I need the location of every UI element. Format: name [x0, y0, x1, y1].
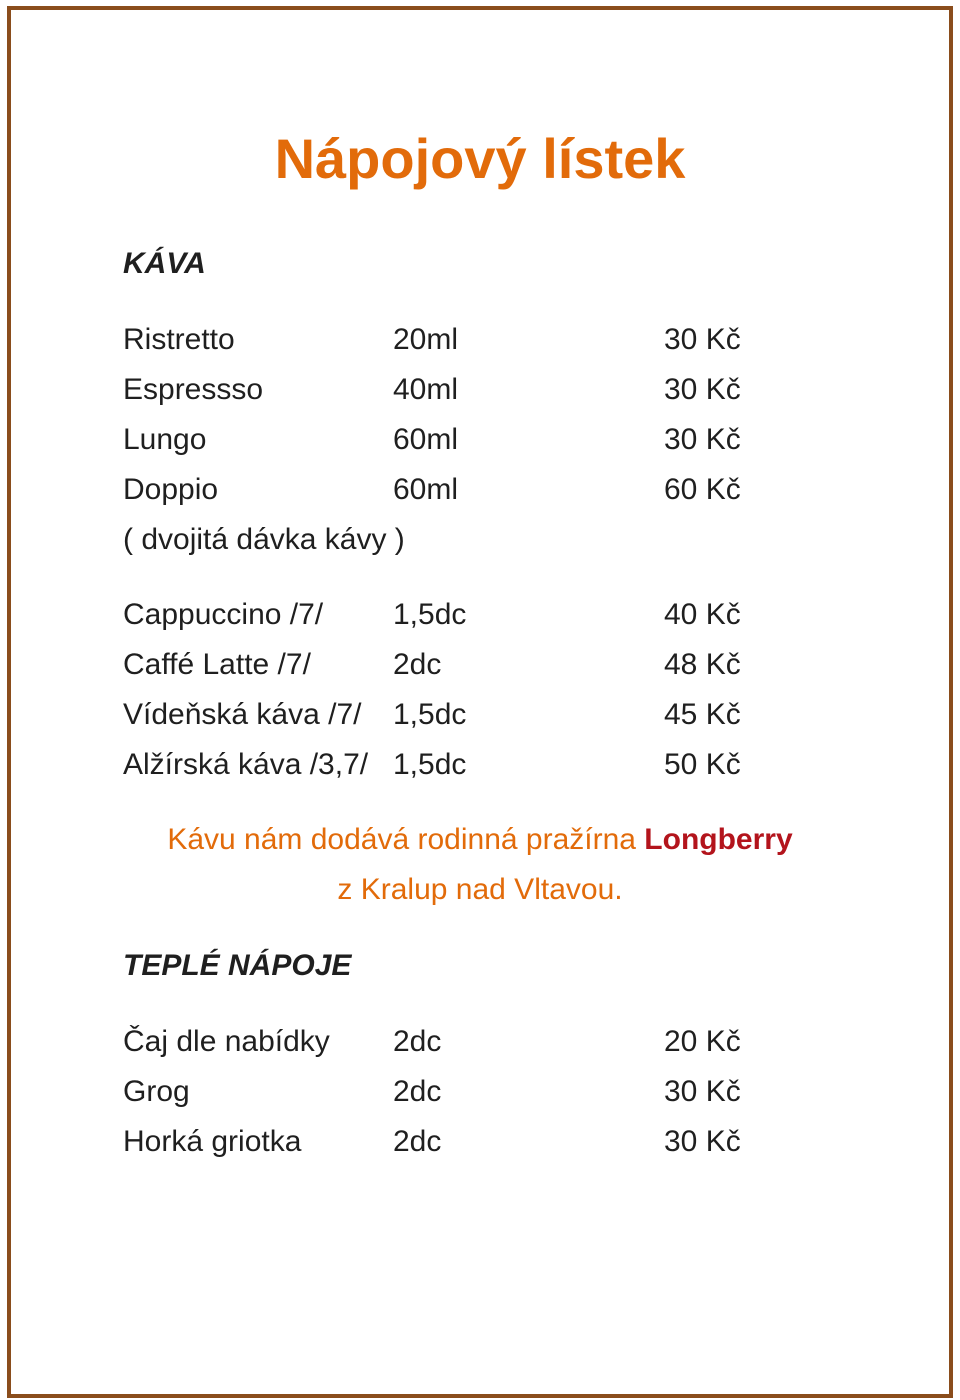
menu-item — [123, 420, 843, 460]
item-volume: 1,5dc — [393, 698, 467, 731]
item-price: 20 Kč — [664, 1025, 741, 1058]
item-price: 30 Kč — [664, 1125, 741, 1158]
item-name: Espressso — [123, 373, 264, 406]
item-volume: 60ml — [393, 473, 459, 506]
item-price: 30 Kč — [664, 323, 741, 356]
item-volume: 2dc — [393, 1125, 442, 1158]
item-volume: 1,5dc — [393, 598, 467, 631]
item-price: 50 Kč — [664, 748, 741, 781]
item-price: 40 Kč — [664, 598, 741, 631]
menu-item — [123, 645, 843, 685]
item-name: Lungo — [123, 423, 207, 456]
item-volume: 40ml — [393, 373, 459, 406]
item-volume: 2dc — [393, 1075, 442, 1108]
menu-item-note — [123, 520, 843, 560]
item-volume: 2dc — [393, 648, 442, 681]
menu-item — [123, 1122, 843, 1162]
item-volume: 1,5dc — [393, 748, 467, 781]
item-price: 60 Kč — [664, 473, 741, 506]
roastery-brand: Longberry — [644, 823, 793, 856]
roastery-note-line-2: z Kralup nad Vltavou. — [337, 873, 623, 906]
roastery-note-text: Kávu nám dodává rodinná pražírna — [167, 823, 645, 856]
item-name: Čaj dle nabídky — [123, 1025, 330, 1058]
roastery-note-line-1 — [0, 820, 960, 860]
item-name: Caffé Latte /7/ — [123, 648, 311, 681]
item-name: Doppio — [123, 473, 219, 506]
item-volume: 20ml — [393, 323, 459, 356]
menu-item — [123, 470, 843, 510]
item-price: 30 Kč — [664, 1075, 741, 1108]
item-price: 45 Kč — [664, 698, 741, 731]
menu-item — [123, 370, 843, 410]
item-name: Cappuccino /7/ — [123, 598, 324, 631]
menu-item — [123, 595, 843, 635]
item-volume: 2dc — [393, 1025, 442, 1058]
item-name: Alžírská káva /3,7/ — [123, 748, 369, 781]
item-volume: 60ml — [393, 423, 459, 456]
menu-item — [123, 320, 843, 360]
menu-item — [123, 1022, 843, 1062]
page-title: Nápojový lístek — [274, 127, 686, 190]
item-price: 48 Kč — [664, 648, 741, 681]
section-heading-coffee: KÁVA — [123, 247, 206, 280]
item-price: 30 Kč — [664, 423, 741, 456]
menu-item — [123, 1072, 843, 1112]
menu-item — [123, 695, 843, 735]
item-price: 30 Kč — [664, 373, 741, 406]
item-name: Grog — [123, 1075, 190, 1108]
item-name: ( dvojitá dávka kávy ) — [123, 523, 405, 556]
menu-item — [123, 745, 843, 785]
item-name: Horká griotka — [123, 1125, 302, 1158]
item-name: Vídeňská káva /7/ — [123, 698, 362, 731]
section-heading-hot-drinks: TEPLÉ NÁPOJE — [123, 949, 352, 982]
item-name: Ristretto — [123, 323, 235, 356]
